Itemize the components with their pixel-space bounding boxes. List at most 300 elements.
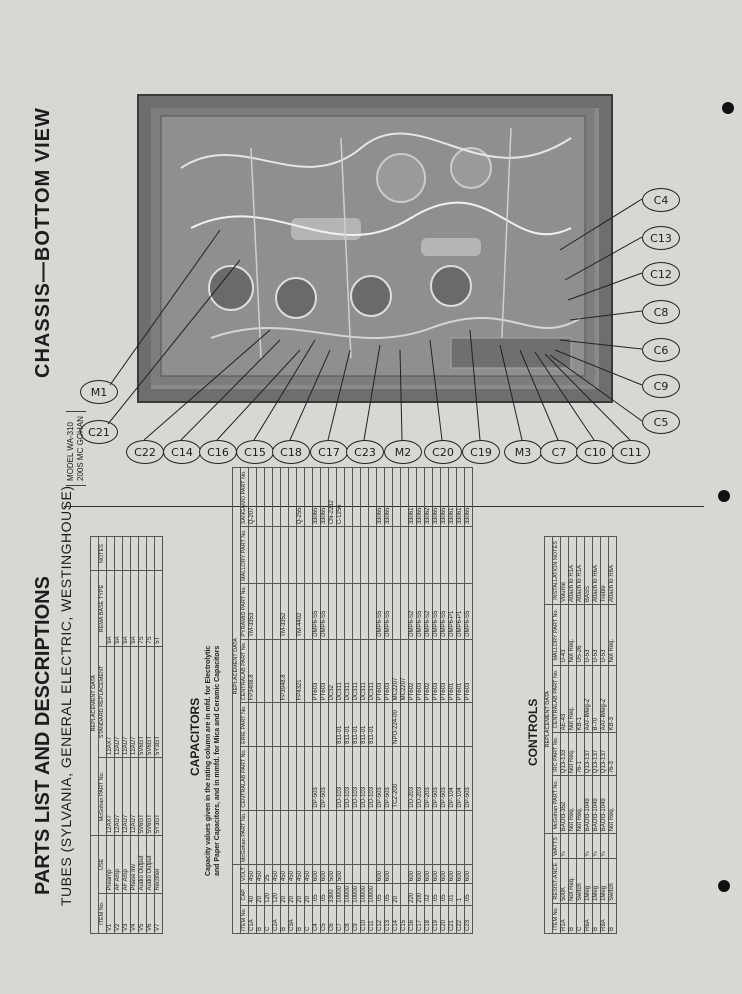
capacitors-column-header: ITEM No. [241, 905, 249, 933]
capacitors-cell [457, 527, 465, 584]
capacitors-cell: Q-255 [297, 468, 305, 527]
tubes-cell: 9A [107, 571, 115, 646]
controls-cell: Attach to R1A [577, 537, 585, 605]
controls-cell: Not Req. [569, 605, 577, 666]
capacitors-cell: DMP6-S5 [433, 583, 441, 639]
controls-cell: BAOI3-1049 [601, 776, 609, 834]
capacitors-cell: DMP6-P1 [457, 583, 465, 639]
capacitors-cell [305, 639, 313, 703]
tubes-cell: 9A [115, 571, 123, 646]
capacitors-cell [369, 865, 377, 884]
controls-column-header: CENTRALAB PART No. [553, 665, 561, 733]
capacitors-cell: C3A [289, 905, 297, 933]
capacitors-cell [401, 583, 409, 639]
controls-cell [569, 834, 577, 859]
controls-cell: BAOI3-1049 [585, 776, 593, 834]
capacitors-cell [361, 583, 369, 639]
tubes-cell: 5T [155, 571, 163, 646]
capacitors-cell: 40 [249, 884, 257, 906]
controls-cell: Not Req. [569, 733, 577, 776]
tubes-column-header: STANDARD REPLACEMENT [99, 646, 107, 757]
controls-cell: AAT-IMeg-Z [601, 665, 609, 733]
controls-cell: KB-1 [577, 665, 585, 733]
capacitors-cell [337, 527, 345, 584]
capacitors-cell: 10000 [345, 884, 353, 906]
capacitors-group-header: REPLACEMENT DATA [233, 468, 241, 865]
capacitors-cell [393, 468, 401, 527]
tubes-cell: 5V6GT [139, 646, 147, 757]
controls-cell [577, 834, 585, 859]
capacitors-cell: PT603 [465, 639, 473, 703]
capacitors-cell: PT601 [457, 639, 465, 703]
capacitors-cell: DP-503 [433, 746, 441, 810]
capacitors-cell: PT603 [377, 639, 385, 703]
controls-row [601, 537, 609, 934]
capacitors-cell [361, 468, 369, 527]
capacitors-cell [257, 810, 265, 865]
capacitors-cell: 20 [305, 884, 313, 906]
capacitors-cell: C8 [345, 905, 353, 933]
capacitors-cell: DD-103 [337, 746, 345, 810]
capacitors-cell [457, 810, 465, 865]
capacitors-cell: 33065 [321, 468, 329, 527]
capacitors-row [305, 468, 313, 934]
capacitors-cell: 811-01 [337, 703, 345, 747]
capacitors-cell [401, 703, 409, 747]
capacitors-cell: 600 [409, 865, 417, 884]
capacitors-cell: C17 [417, 905, 425, 933]
capacitors-cell: PT602 [409, 639, 417, 703]
capacitors-cell: 20 [281, 884, 289, 906]
callout-c13: C13 [642, 226, 680, 250]
tubes-cell: Audio Output [139, 836, 147, 893]
capacitors-cell: C9 [353, 905, 361, 933]
capacitors-cell [401, 884, 409, 906]
tubes-row [147, 537, 155, 934]
tubes-cell [131, 537, 139, 571]
controls-column-header: WATTS [553, 834, 561, 859]
capacitors-cell [369, 468, 377, 527]
controls-cell: Not Req. [569, 776, 577, 834]
capacitors-row [345, 468, 353, 934]
capacitors-cell [289, 527, 297, 584]
capacitors-cell [433, 703, 441, 747]
capacitors-cell [433, 810, 441, 865]
controls-cell: 76-1 [577, 733, 585, 776]
controls-column-header: McGohan PART No. [553, 776, 561, 834]
capacitors-cell: 600 [377, 865, 385, 884]
capacitors-cell [265, 468, 273, 527]
capacitors-row [441, 468, 449, 934]
controls-cell: Not Req. [569, 665, 577, 733]
controls-group-header-row [545, 537, 553, 934]
tubes-cell: 5V6GT [147, 758, 155, 836]
capacitors-cell: C7 [337, 905, 345, 933]
capacitors-cell: C18 [425, 905, 433, 933]
controls-cell: Not Req. [577, 776, 585, 834]
controls-cell: ¼ [593, 834, 601, 859]
capacitors-cell: 500 [329, 865, 337, 884]
capacitors-column-header: SANGAMO PART No. [241, 468, 249, 527]
tubes-cell: V1 [107, 893, 115, 933]
tubes-cell: 12AX7 [107, 646, 115, 757]
capacitors-cell [313, 810, 321, 865]
controls-cell: B [593, 903, 601, 933]
capacitors-cell [289, 746, 297, 810]
capacitors-cell [401, 810, 409, 865]
capacitors-cell [273, 703, 281, 747]
controls-cell: Volume [561, 537, 569, 605]
callout-c20: C20 [424, 440, 462, 464]
tubes-cell [147, 537, 155, 571]
controls-cell: 500K [561, 859, 569, 903]
capacitors-cell [265, 746, 273, 810]
controls-column-header: RESIST-ANCE [553, 859, 561, 903]
capacitors-cell: 811-01 [353, 703, 361, 747]
capacitors-cell [281, 746, 289, 810]
controls-cell: R1A [561, 903, 569, 933]
capacitors-cell: DP-503 [377, 746, 385, 810]
callout-c17: C17 [310, 440, 348, 464]
capacitors-cell [249, 810, 257, 865]
capacitors-cell: DC311 [345, 639, 353, 703]
controls-cell: Attach to R8A [609, 537, 617, 605]
capacitors-cell: DP-203 [425, 746, 433, 810]
capacitors-row [281, 468, 289, 934]
capacitors-cell [369, 527, 377, 584]
controls-cell: Attach to R6A [593, 537, 601, 605]
callout-c18: C18 [272, 440, 310, 464]
capacitors-cell [329, 810, 337, 865]
capacitors-cell: MC2207 [401, 639, 409, 703]
tubes-cell: V7 [155, 893, 163, 933]
capacitors-row [401, 468, 409, 934]
capacitors-cell: 600 [441, 865, 449, 884]
capacitors-group-spacer [233, 865, 241, 934]
capacitors-cell: DD-103 [353, 746, 361, 810]
capacitors-cell [305, 583, 313, 639]
controls-cell: 1Meg [601, 859, 609, 903]
capacitors-cell: .02 [425, 884, 433, 906]
controls-cell: Not Req. [609, 776, 617, 834]
capacitors-cell [281, 527, 289, 584]
capacitors-cell: 33065 [465, 468, 473, 527]
capacitors-cell: DMP6-S2 [409, 583, 417, 639]
capacitors-cell [393, 810, 401, 865]
controls-group-spacer-end [545, 537, 553, 605]
callout-c6: C6 [642, 338, 680, 362]
capacitors-cell: 20 [393, 884, 401, 906]
capacitors-cell: C-1256 [337, 468, 345, 527]
capacitors-cell [321, 527, 329, 584]
capacitors-cell: 20 [297, 884, 305, 906]
capacitors-cell: DP-503 [321, 746, 329, 810]
capacitors-cell: C19 [433, 905, 441, 933]
capacitors-cell: NPO-224-00 [393, 703, 401, 747]
controls-cell: Q13-133 [561, 733, 569, 776]
capacitors-row [465, 468, 473, 934]
capacitors-cell [249, 703, 257, 747]
capacitors-cell: 600 [449, 865, 457, 884]
capacitors-cell: 33065 [433, 468, 441, 527]
capacitors-row [409, 468, 417, 934]
capacitors-cell: 33065 [313, 468, 321, 527]
capacitors-cell [265, 703, 273, 747]
capacitors-cell: 600 [433, 865, 441, 884]
parts-list-title: PARTS LIST AND DESCRIPTIONS [32, 576, 54, 895]
callout-c16: C16 [199, 440, 237, 464]
capacitors-cell: TM-3352 [281, 583, 289, 639]
controls-table [544, 536, 617, 934]
tubes-cell: 12AX7 [107, 758, 115, 836]
capacitors-cell [273, 527, 281, 584]
capacitors-cell [353, 468, 361, 527]
capacitors-row [449, 468, 457, 934]
tubes-cell: V5 [139, 893, 147, 933]
capacitors-cell: 600 [321, 865, 329, 884]
capacitors-cell [385, 810, 393, 865]
tubes-column-header: ITEM No. [99, 893, 107, 933]
capacitors-cell: 450 [289, 865, 297, 884]
capacitors-cell [377, 810, 385, 865]
capacitors-cell: 200 [417, 884, 425, 906]
capacitors-cell [305, 468, 313, 527]
chassis-title: CHASSIS—BOTTOM VIEW [32, 107, 54, 378]
callout-c19: C19 [462, 440, 500, 464]
capacitors-cell [353, 583, 361, 639]
capacitors-cell [417, 703, 425, 747]
controls-row [569, 537, 577, 934]
capacitors-cell [305, 527, 313, 584]
callout-m3: M3 [504, 440, 542, 464]
capacitors-cell [401, 746, 409, 810]
controls-cell: U-53 [593, 605, 601, 666]
capacitors-cell: DD-103 [345, 746, 353, 810]
controls-title: CONTROLS [526, 698, 540, 766]
capacitors-cell: .1 [457, 884, 465, 906]
tubes-cell [139, 537, 147, 571]
tubes-cell: V4 [131, 893, 139, 933]
capacitors-cell [273, 746, 281, 810]
capacitors-row [385, 468, 393, 934]
capacitors-cell: C11 [369, 905, 377, 933]
capacitors-cell: 33065 [377, 468, 385, 527]
callout-c23: C23 [346, 440, 384, 464]
capacitors-cell: DC311 [369, 639, 377, 703]
capacitors-cell: B [297, 905, 305, 933]
tubes-cell [107, 537, 115, 571]
capacitors-row [329, 468, 337, 934]
capacitors-cell: C [265, 905, 273, 933]
controls-row [585, 537, 593, 934]
callout-m2: M2 [384, 440, 422, 464]
controls-row [593, 537, 601, 934]
capacitors-title: CAPACITORS [188, 697, 202, 776]
capacitors-cell [273, 583, 281, 639]
capacitors-cell [409, 527, 417, 584]
tubes-row [155, 537, 163, 934]
capacitors-cell [449, 703, 457, 747]
tubes-cell: 12AU7 [115, 646, 123, 757]
capacitors-cell: PT602 [425, 639, 433, 703]
capacitors-cell: C2A [273, 905, 281, 933]
capacitors-cell: C16 [409, 905, 417, 933]
tubes-cell: 5Y3GT [155, 758, 163, 836]
capacitors-row [337, 468, 345, 934]
controls-row [577, 537, 585, 934]
capacitors-cell [321, 810, 329, 865]
controls-column-header: ITEM No. [553, 903, 561, 933]
controls-cell: B [609, 903, 617, 933]
capacitors-cell: TM-4402 [297, 583, 305, 639]
capacitors-cell: 10000 [353, 884, 361, 906]
controls-cell: Not Req. [569, 859, 577, 903]
capacitors-cell [401, 468, 409, 527]
capacitors-cell: DP-104 [457, 746, 465, 810]
capacitors-cell: 600 [457, 865, 465, 884]
controls-cell: AAT-IMeg-Z [585, 665, 593, 733]
tubes-row [131, 537, 139, 934]
capacitors-cell: 450 [257, 865, 265, 884]
capacitors-cell: DP-104 [449, 746, 457, 810]
tubes-cell: 7S [147, 571, 155, 646]
callout-c11: C11 [612, 440, 650, 464]
tubes-cell: 12AU7 [123, 758, 131, 836]
capacitors-cell [305, 703, 313, 747]
capacitors-cell [289, 468, 297, 527]
tubes-cell: V3 [123, 893, 131, 933]
capacitors-row [257, 468, 265, 934]
tubes-cell [123, 537, 131, 571]
capacitors-cell [353, 527, 361, 584]
controls-cell: U-53 [601, 605, 609, 666]
callout-c21: C21 [80, 420, 118, 444]
capacitors-cell: 10000 [369, 884, 377, 906]
capacitors-cell [297, 703, 305, 747]
capacitors-cell [305, 810, 313, 865]
controls-column-header: IRC PART No. [553, 733, 561, 776]
capacitors-cell: 120 [265, 884, 273, 906]
capacitors-cell [417, 527, 425, 584]
capacitors-column-header: CAP. [241, 884, 249, 906]
controls-row [609, 537, 617, 934]
tubes-cell: 5V6GT [139, 758, 147, 836]
capacitors-cell: C12 [377, 905, 385, 933]
capacitors-cell [273, 810, 281, 865]
capacitors-cell [441, 527, 449, 584]
tubes-cell: 12AU7 [115, 758, 123, 836]
capacitors-cell [377, 703, 385, 747]
capacitors-cell [385, 527, 393, 584]
tubes-column-header: NOTES [99, 537, 107, 571]
capacitors-cell: PT603 [313, 639, 321, 703]
binder-hole-bottom [718, 880, 730, 892]
capacitors-cell: DMP6-S5 [377, 583, 385, 639]
tubes-cell: Preamp [107, 836, 115, 893]
capacitors-cell [289, 703, 297, 747]
capacitors-cell [353, 865, 361, 884]
controls-cell: Not Req. [609, 605, 617, 666]
capacitors-cell: .05 [313, 884, 321, 906]
capacitors-cell [385, 703, 393, 747]
capacitors-cell: 811-01 [361, 703, 369, 747]
callout-c22: C22 [126, 440, 164, 464]
callout-c8: C8 [642, 300, 680, 324]
capacitors-cell [313, 703, 321, 747]
tubes-table [90, 536, 163, 934]
capacitors-cell: FP3948.8 [281, 639, 289, 703]
controls-cell: ¼ [585, 834, 593, 859]
capacitors-cell: .01 [449, 884, 457, 906]
capacitors-cell: 33065 [385, 468, 393, 527]
tubes-cell: 12AU7 [131, 758, 139, 836]
capacitors-cell [257, 468, 265, 527]
controls-cell: US-26 [577, 605, 585, 666]
callout-c7: C7 [540, 440, 578, 464]
controls-cell: Switch [577, 859, 585, 903]
capacitors-cell: 600 [465, 865, 473, 884]
capacitors-cell [369, 583, 377, 639]
capacitors-cell: MC2207 [393, 639, 401, 703]
callout-c4: C4 [642, 188, 680, 212]
capacitors-cell: C10 [361, 905, 369, 933]
controls-cell: KB-3 [609, 665, 617, 733]
controls-column-header: MALLORY PART No. [553, 605, 561, 666]
tubes-cell: 9A [131, 571, 139, 646]
capacitors-row [289, 468, 297, 934]
tubes-row [139, 537, 147, 934]
capacitors-cell: 811-01 [369, 703, 377, 747]
capacitors-cell: DP-503 [313, 746, 321, 810]
capacitors-cell [257, 639, 265, 703]
manufacturer: 200S MC GOHAN [76, 416, 85, 481]
capacitors-cell [465, 810, 473, 865]
capacitors-cell: C15 [401, 905, 409, 933]
capacitors-cell: C4 [313, 905, 321, 933]
tubes-column-header: USE [99, 836, 107, 893]
capacitors-cell [353, 810, 361, 865]
capacitors-cell [345, 527, 353, 584]
capacitors-note-line1: Capacity values given in the rating column are in mfd. for Electrolytic [205, 645, 212, 876]
capacitors-row [313, 468, 321, 934]
tubes-cell: 5V6GT [147, 646, 155, 757]
capacitors-cell: C14 [393, 905, 401, 933]
capacitors-cell: DP-503 [465, 746, 473, 810]
capacitors-cell: DP-503 [441, 746, 449, 810]
tubes-title: TUBES (SYLVANIA, GENERAL ELECTRIC, WESTINGHOUSE) [58, 485, 74, 906]
capacitors-cell [345, 865, 353, 884]
capacitors-cell: PT603 [385, 639, 393, 703]
tubes-cell: Rectifier [155, 836, 163, 893]
capacitors-cell [337, 583, 345, 639]
capacitors-row [425, 468, 433, 934]
capacitors-cell: TM-3353 [249, 583, 257, 639]
controls-cell: BAOI3-352 [561, 776, 569, 834]
capacitors-cell [265, 527, 273, 584]
capacitors-cell: DC311 [361, 639, 369, 703]
capacitors-cell [433, 527, 441, 584]
capacitors-row [417, 468, 425, 934]
capacitors-cell: C5 [321, 905, 329, 933]
capacitors-cell: DC32 [329, 639, 337, 703]
controls-column-header: INSTALLATION NOTES [553, 537, 561, 605]
capacitors-cell: .05 [465, 884, 473, 906]
capacitors-cell [265, 639, 273, 703]
capacitors-cell [249, 527, 257, 584]
capacitors-cell: C21 [449, 905, 457, 933]
capacitors-cell: C22 [457, 905, 465, 933]
capacitors-cell: 10000 [337, 884, 345, 906]
